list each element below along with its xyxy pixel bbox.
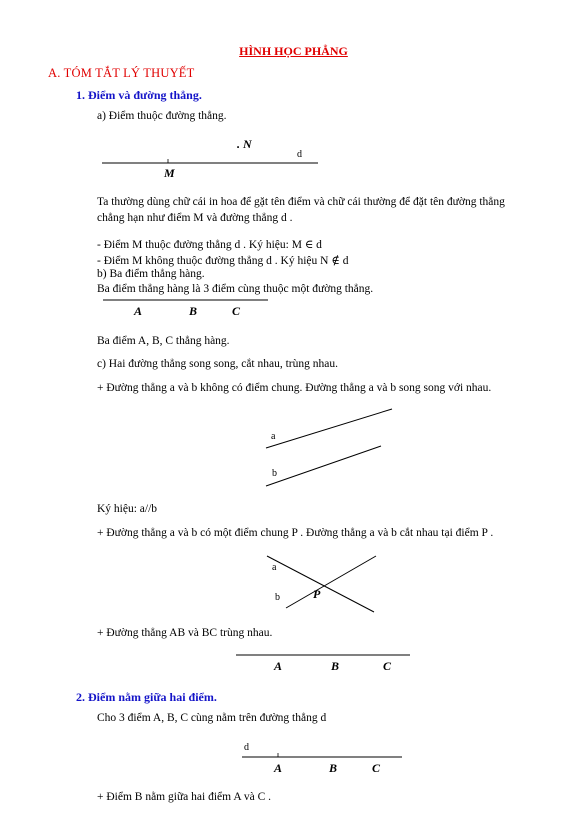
subsection-a-label: a) Điểm thuộc đường thẳng. (97, 110, 227, 122)
point-a-label: A (134, 304, 143, 318)
paragraph-line-2: chẳng hạn như điểm M và đường thẳng d . (97, 212, 293, 224)
line-b-label: b (272, 468, 277, 479)
line-d-label: d (244, 742, 249, 753)
point-a-label: A (274, 761, 283, 775)
point-b-label: B (329, 761, 338, 775)
page-title: HÌNH HỌC PHẲNG (239, 44, 348, 58)
line-b-label: b (275, 592, 280, 603)
three-points-statement: Cho 3 điểm A, B, C cùng nằm trên đường thẳng d (97, 712, 327, 724)
line-a-label: a (271, 431, 276, 442)
point-c-label: C (372, 761, 381, 775)
point-n-label: . N (237, 137, 252, 151)
bullet-m-on-d: - Điểm M thuộc đường thẳng d . Ký hiệu: M ∈ d (97, 239, 322, 251)
section-2-heading: 2. Điểm nằm giữa hai điểm. (76, 690, 217, 704)
subsection-c-label: c) Hai đường thẳng song song, cắt nhau, trùng nhau. (97, 358, 338, 370)
section-a-heading: A. TÓM TẮT LÝ THUYẾT (48, 66, 195, 80)
coincident-statement: + Đường thẳng AB và BC trùng nhau. (97, 627, 273, 639)
point-p-label: P (313, 587, 321, 601)
subsection-b-label: b) Ba điểm thẳng hàng. (97, 268, 205, 280)
point-m-label: M (164, 166, 175, 180)
intersect-statement: + Đường thẳng a và b có một điểm chung P . Đường thẳng a và b cắt nhau tại điểm P . (97, 527, 494, 539)
point-b-label: B (189, 304, 198, 318)
point-a-label: A (274, 659, 283, 673)
section-1-heading: 1. Điểm và đường thẳng. (76, 88, 202, 102)
point-c-label: C (383, 659, 392, 673)
line-d-label: d (297, 149, 302, 160)
collinear-statement: Ba điểm A, B, C thẳng hàng. (97, 335, 230, 347)
point-c-label: C (232, 304, 241, 318)
parallel-statement: + Đường thẳng a và b không có điểm chung. Đường thẳng a và b song song với nhau. (97, 382, 492, 394)
between-statement: + Điểm B nằm giữa hai điểm A và C . (97, 791, 272, 803)
parallel-notation: Ký hiệu: a//b (97, 503, 158, 515)
line-a-label: a (272, 562, 277, 573)
paragraph-line-1: Ta thường dùng chữ cái in hoa để gặt tên điểm và chữ cái thường để đặt tên đường thẳng (97, 196, 505, 208)
collinear-definition: Ba điểm thẳng hàng là 3 điểm cùng thuộc một đường thẳng. (97, 283, 374, 295)
bullet-m-not-on-d: - Điểm M không thuộc đường thẳng d . Ký hiệu N ∉ d (97, 255, 349, 267)
point-b-label: B (331, 659, 340, 673)
